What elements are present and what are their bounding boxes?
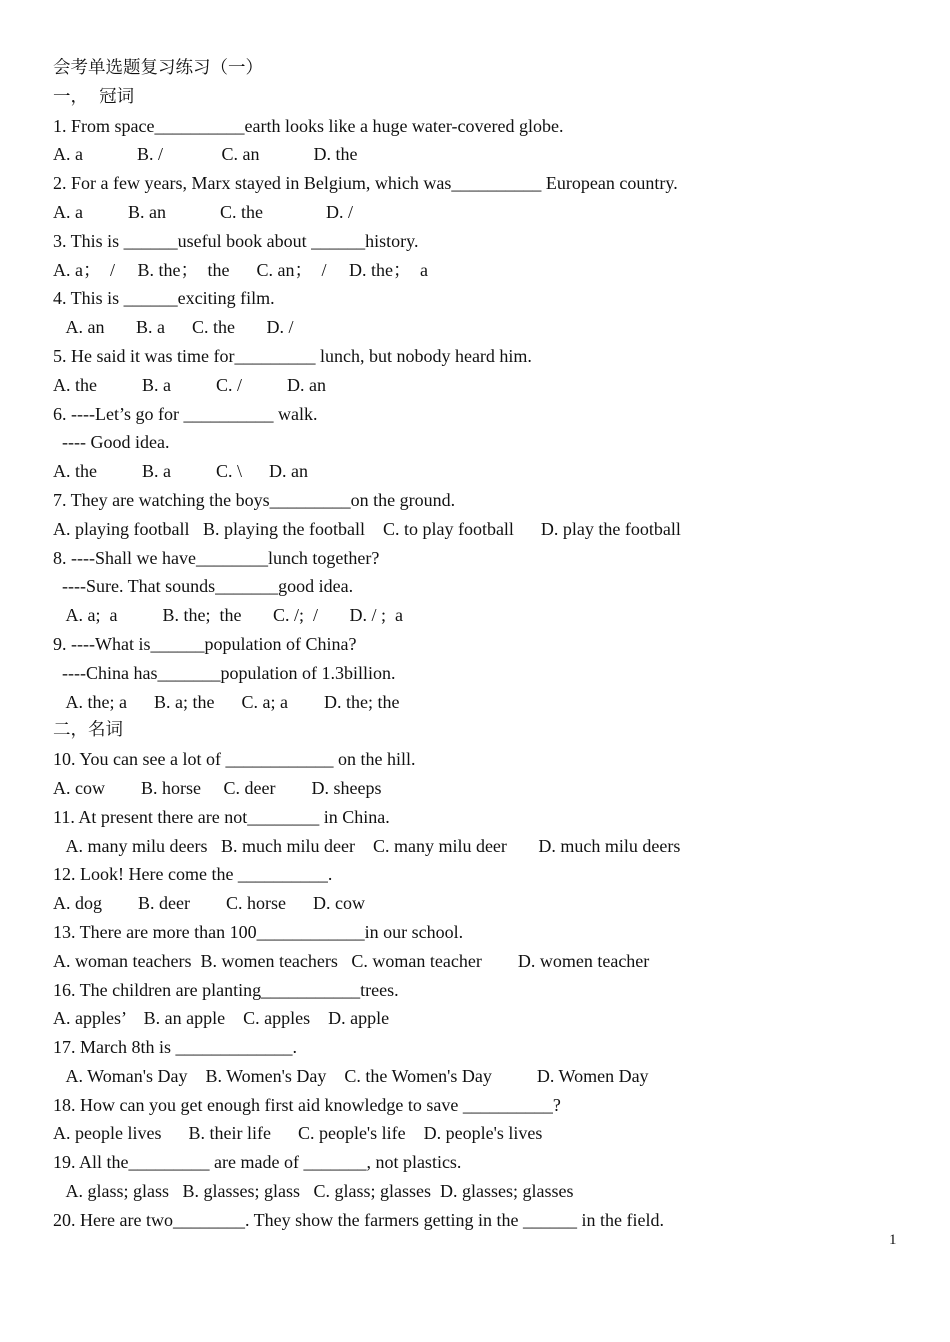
question-20: 20. Here are two________. They show the farmers getting in the ______ in the field. (53, 1209, 665, 1230)
question-13: 13. There are more than 100____________in our school. (53, 921, 464, 942)
page-number: 1 (889, 1232, 897, 1248)
question-10: 10. You can see a lot of ____________ on the hill. (53, 749, 416, 770)
question-17: 17. March 8th is _____________. (53, 1037, 297, 1058)
section-heading-nouns: 二，名词 (53, 720, 123, 741)
question-11: 11. At present there are not________ in China. (53, 806, 390, 827)
question-6-options: A. the B. a C. \ D. an (53, 461, 308, 482)
question-1-options: A. a B. / C. an D. the (53, 144, 358, 165)
question-17-options: A. Woman's Day B. Women's Day C. the Women's Day D. Women Day (53, 1065, 649, 1086)
question-18: 18. How can you get enough first aid knowledge to save __________? (53, 1094, 561, 1115)
question-16-options: A. apples’ B. an apple C. apples D. apple (53, 1008, 390, 1029)
question-9-options: A. the; a B. a; the C. a; a D. the; the (53, 691, 400, 712)
question-9: 9. ----What is______population of China? (53, 633, 357, 654)
question-2-options: A. a B. an C. the D. / (53, 201, 353, 222)
question-7: 7. They are watching the boys_________on the ground. (53, 489, 456, 510)
question-7-options: A. playing football B. playing the football C. to play football D. play the football (53, 518, 681, 539)
question-3: 3. This is ______useful book about ______history. (53, 230, 419, 251)
question-5-options: A. the B. a C. / D. an (53, 374, 326, 395)
question-10-options: A. cow B. horse C. deer D. sheeps (53, 777, 382, 798)
question-8: 8. ----Shall we have________lunch together? (53, 547, 380, 568)
question-6: 6. ----Let’s go for __________ walk. (53, 403, 318, 424)
question-19-options: A. glass; glass B. glasses; glass C. glass; glasses D. glasses; glasses (53, 1181, 574, 1202)
question-8-options: A. a; a B. the; the C. /; / D. / ; a (53, 605, 403, 626)
question-3-options: A. a； / B. the； the C. an； / D. the； a (53, 259, 428, 280)
question-4: 4. This is ______exciting film. (53, 288, 275, 309)
question-16: 16. The children are planting___________trees. (53, 979, 399, 1000)
question-11-options: A. many milu deers B. much milu deer C. many milu deer D. much milu deers (53, 835, 681, 856)
question-12: 12. Look! Here come the __________. (53, 864, 333, 885)
question-2: 2. For a few years, Marx stayed in Belgium, which was__________ European country. (53, 173, 678, 194)
question-5: 5. He said it was time for_________ lunch, but nobody heard him. (53, 345, 532, 366)
question-19: 19. All the_________ are made of _______, not plastics. (53, 1152, 462, 1173)
document-body (53, 54, 920, 1235)
question-18-options: A. people lives B. their life C. people's life D. people's lives (53, 1123, 543, 1144)
section-heading-articles: 一， 冠词 (53, 86, 135, 107)
question-9-reply: ----China has_______population of 1.3billion. (53, 662, 396, 683)
question-12-options: A. dog B. deer C. horse D. cow (53, 893, 365, 914)
question-13-options: A. woman teachers B. women teachers C. woman teacher D. women teacher (53, 950, 650, 971)
question-1: 1. From space__________earth looks like a huge water-covered globe. (53, 115, 564, 136)
question-4-options: A. an B. a C. the D. / (53, 317, 294, 338)
document-title: 会考单选题复习练习（一） (53, 58, 263, 78)
question-8-reply: ----Sure. That sounds_______good idea. (53, 576, 354, 597)
question-6-reply: ---- Good idea. (53, 432, 170, 453)
